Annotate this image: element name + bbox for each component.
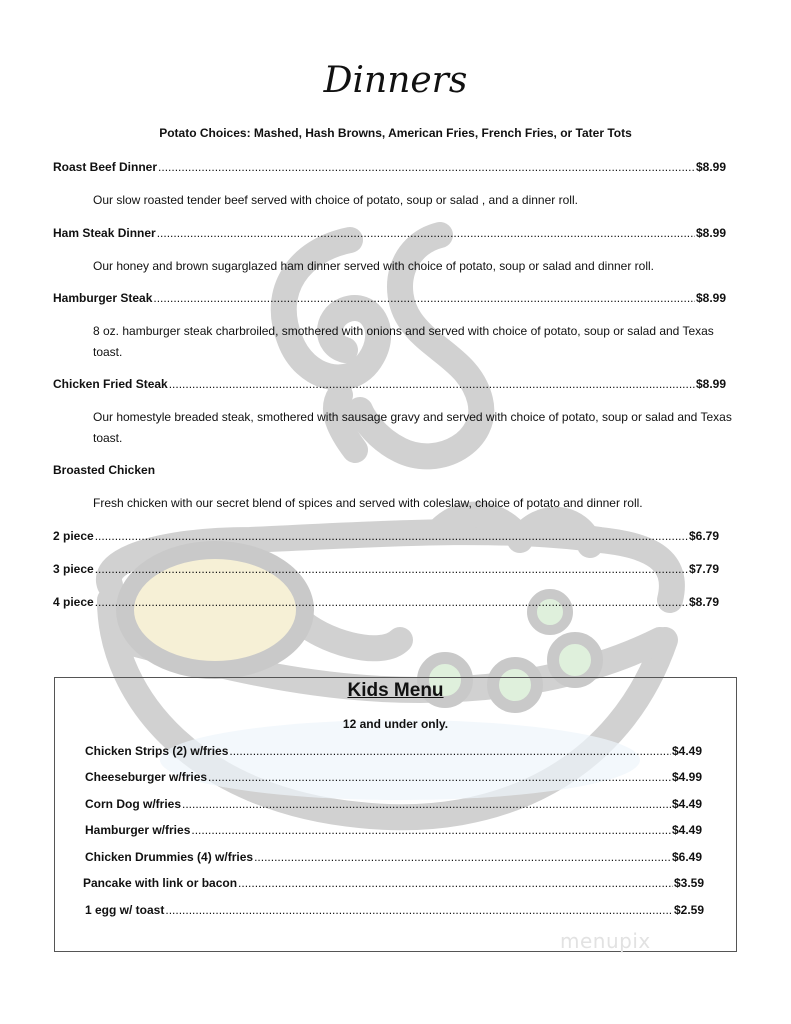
item-name: Corn Dog w/fries xyxy=(85,797,182,811)
item-name: 3 piece xyxy=(53,562,94,576)
dot-leader xyxy=(208,770,671,784)
dot-leader xyxy=(157,226,695,240)
item-description: Our honey and brown sugarglazed ham dinner served with choice of potato, soup or salad and dinner roll. xyxy=(93,259,655,273)
dot-leader xyxy=(165,903,673,917)
kids-line-chicken-strips xyxy=(85,744,702,758)
page-title: Dinners xyxy=(323,60,468,101)
dot-leader xyxy=(153,291,695,305)
item-price: $2.59 xyxy=(673,903,704,917)
kids-line-egg-toast xyxy=(85,903,704,917)
kids-line-corn-dog xyxy=(85,797,702,811)
item-name: Cheeseburger w/fries xyxy=(85,770,208,784)
menupix-watermark: menupix xyxy=(560,929,651,953)
menu-line-3-piece xyxy=(53,562,719,576)
kids-line-pancake xyxy=(83,876,704,890)
kids-line-chicken-drummies xyxy=(85,850,702,864)
item-price: $8.99 xyxy=(695,291,726,305)
item-name: 4 piece xyxy=(53,595,94,609)
menu-line-roast-beef xyxy=(53,160,726,174)
item-name: Ham Steak Dinner xyxy=(53,226,156,240)
item-price: $8.99 xyxy=(695,160,726,174)
item-price: $4.49 xyxy=(671,744,702,758)
dot-leader xyxy=(95,595,688,609)
menu-line-ham-steak xyxy=(53,226,726,240)
item-price: $4.99 xyxy=(671,770,702,784)
item-name: Chicken Fried Steak xyxy=(53,377,168,391)
item-price: $8.99 xyxy=(695,377,726,391)
item-price: $6.49 xyxy=(671,850,702,864)
broasted-chicken-heading: Broasted Chicken xyxy=(53,463,156,477)
item-price: $7.79 xyxy=(688,562,719,576)
item-name: Roast Beef Dinner xyxy=(53,160,158,174)
item-name: 1 egg w/ toast xyxy=(85,903,165,917)
kids-line-hamburger xyxy=(85,823,702,837)
dot-leader xyxy=(191,823,671,837)
dot-leader xyxy=(169,377,695,391)
potato-choices: Potato Choices: Mashed, Hash Browns, American Fries, French Fries, or Tater Tots xyxy=(159,126,632,140)
item-description: Our slow roasted tender beef served with choice of potato, soup or salad , and a dinner roll. xyxy=(93,193,578,207)
item-price: $8.99 xyxy=(695,226,726,240)
dot-leader xyxy=(95,529,688,543)
dot-leader xyxy=(229,744,671,758)
item-name: Hamburger Steak xyxy=(53,291,153,305)
item-name: Hamburger w/fries xyxy=(85,823,191,837)
item-price: $3.59 xyxy=(673,876,704,890)
kids-menu-subtitle: 12 and under only. xyxy=(342,717,449,731)
menu-line-2-piece xyxy=(53,529,719,543)
dot-leader xyxy=(182,797,671,811)
dot-leader xyxy=(254,850,671,864)
dot-leader xyxy=(95,562,688,576)
menu-line-chicken-fried-steak xyxy=(53,377,726,391)
item-price: $8.79 xyxy=(688,595,719,609)
item-name: Chicken Drummies (4) w/fries xyxy=(85,850,254,864)
item-description: Fresh chicken with our secret blend of spices and served with coleslaw, choice of potato and dinner roll. xyxy=(93,496,643,510)
dot-leader xyxy=(158,160,695,174)
item-price: $4.49 xyxy=(671,823,702,837)
item-price: $4.49 xyxy=(671,797,702,811)
item-description: 8 oz. hamburger steak charbroiled, smothered with onions and served with choice of potato, soup or salad and Texas toast. xyxy=(93,324,714,359)
menu-line-hamburger-steak xyxy=(53,291,726,305)
item-price: $6.79 xyxy=(688,529,719,543)
item-description: Our homestyle breaded steak, smothered with sausage gravy and served with choice of potato, soup or salad and Texas toast. xyxy=(93,410,732,445)
kids-menu-title: Kids Menu xyxy=(347,680,444,701)
menu-line-4-piece xyxy=(53,595,719,609)
item-name: 2 piece xyxy=(53,529,94,543)
kids-line-cheeseburger xyxy=(85,770,702,784)
item-name: Chicken Strips (2) w/fries xyxy=(85,744,229,758)
dot-leader xyxy=(238,876,673,890)
item-name: Pancake with link or bacon xyxy=(83,876,238,890)
